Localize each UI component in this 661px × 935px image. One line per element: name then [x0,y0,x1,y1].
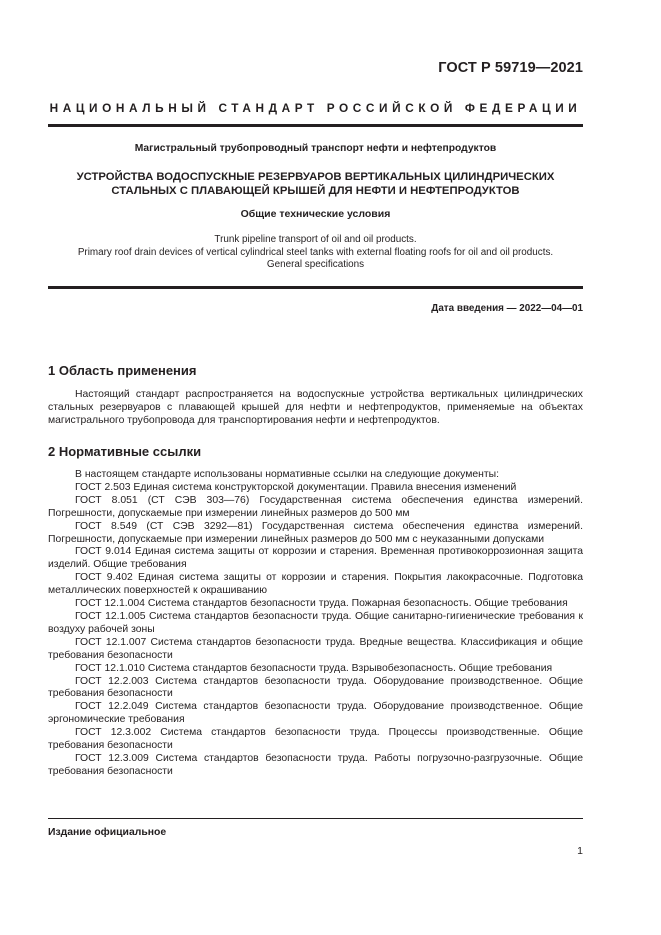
edition-note: Издание официальное [48,827,167,838]
top-rule [48,124,583,127]
document-subtitle: Общие технические условия [240,208,391,220]
english-title [48,234,583,272]
national-standard-banner: НАЦИОНАЛЬНЫЙ СТАНДАРТ РОССИЙСКОЙ ФЕДЕРАЦИИ [49,101,582,115]
reference-item: ГОСТ 12.3.009 Система стандартов безопасности труда. Работы погрузочно-разгрузочные. Общие требования безопасности [48,752,583,777]
reference-item: ГОСТ 8.549 (СТ СЭВ 3292—81) Государственная система обеспечения единства измерений. Погрешности, допускаемые при измерении линейных размеров до 500 мм с неуказанными допусками [48,520,583,545]
reference-item: ГОСТ 12.1.004 Система стандартов безопасности труда. Пожарная безопасность. Общие требования [75,598,568,610]
reference-item: ГОСТ 12.2.003 Система стандартов безопасности труда. Оборудование производственное. Общие требования безопасности [48,675,583,700]
section-body-scope [48,389,583,428]
reference-item: ГОСТ 9.402 Единая система защиты от коррозии и старения. Покрытия лакокрасочные. Подготовка металлических поверхностей к окрашиванию [48,572,583,597]
paragraph: Настоящий стандарт распространяется на водоспускные устройства вертикальных цилиндрических стальных резервуаров с плавающей крышей для нефти и нефтепродуктов, применяемые на объектах магистрального трубопровода для транспортирования нефти и нефтепродуктов. [48,389,583,426]
reference-item: ГОСТ 9.014 Единая система защиты от коррозии и старения. Временная противокоррозионная защита изделий. Общие требования [48,546,583,571]
introduction-date: Дата введения — 2022—04—01 [431,303,583,314]
section-heading-scope: 1 Область применения [48,363,197,378]
reference-item: ГОСТ 12.1.010 Система стандартов безопасности труда. Взрывобезопасность. Общие требования [75,662,553,674]
reference-item: ГОСТ 12.2.049 Система стандартов безопасности труда. Оборудование производственное. Общие эргономические требования [48,701,583,726]
reference-item: ГОСТ 2.503 Единая система конструкторской документации. Правила внесения изменений [75,481,517,493]
doc-number: ГОСТ Р 59719—2021 [438,60,583,76]
paragraph: В настоящем стандарте использованы нормативные ссылки на следующие документы: [75,469,499,480]
middle-rule [48,286,583,289]
reference-item: ГОСТ 8.051 (СТ СЭВ 303—76) Государственная система обеспечения единства измерений. Погрешности, допускаемые при измерении линейных размеров до 500 мм [48,494,583,519]
reference-item: ГОСТ 12.3.002 Система стандартов безопасности труда. Процессы производственные. Общие требования безопасности [48,727,583,752]
english-title-line: Trunk pipeline transport of oil and oil products. [214,234,417,245]
document-title: УСТРОЙСТВА ВОДОСПУСКНЫЕ РЕЗЕРВУАРОВ ВЕРТИКАЛЬНЫХ ЦИЛИНДРИЧЕСКИХ СТАЛЬНЫХ С ПЛАВАЮЩЕЙ КРЫШЕЙ ДЛЯ НЕФТИ И НЕФТЕПРОДУКТОВ [76,171,555,197]
page-number: 1 [577,845,583,857]
subject-line: Магистральный трубопроводный транспорт нефти и нефтепродуктов [134,143,497,154]
english-title-line: Primary roof drain devices of vertical cylindrical steel tanks with external floating roofs for oil and oil products. [77,246,554,258]
reference-item: ГОСТ 12.1.007 Система стандартов безопасности труда. Вредные вещества. Классификация и общие требования безопасности [48,636,583,661]
reference-item: ГОСТ 12.1.005 Система стандартов безопасности труда. Общие санитарно-гигиенические требования к воздуху рабочей зоны [48,610,583,635]
section-body-references [48,469,583,779]
section-heading-references: 2 Нормативные ссылки [48,444,202,459]
footer-rule [48,818,583,819]
english-title-line: General specifications [266,259,365,270]
